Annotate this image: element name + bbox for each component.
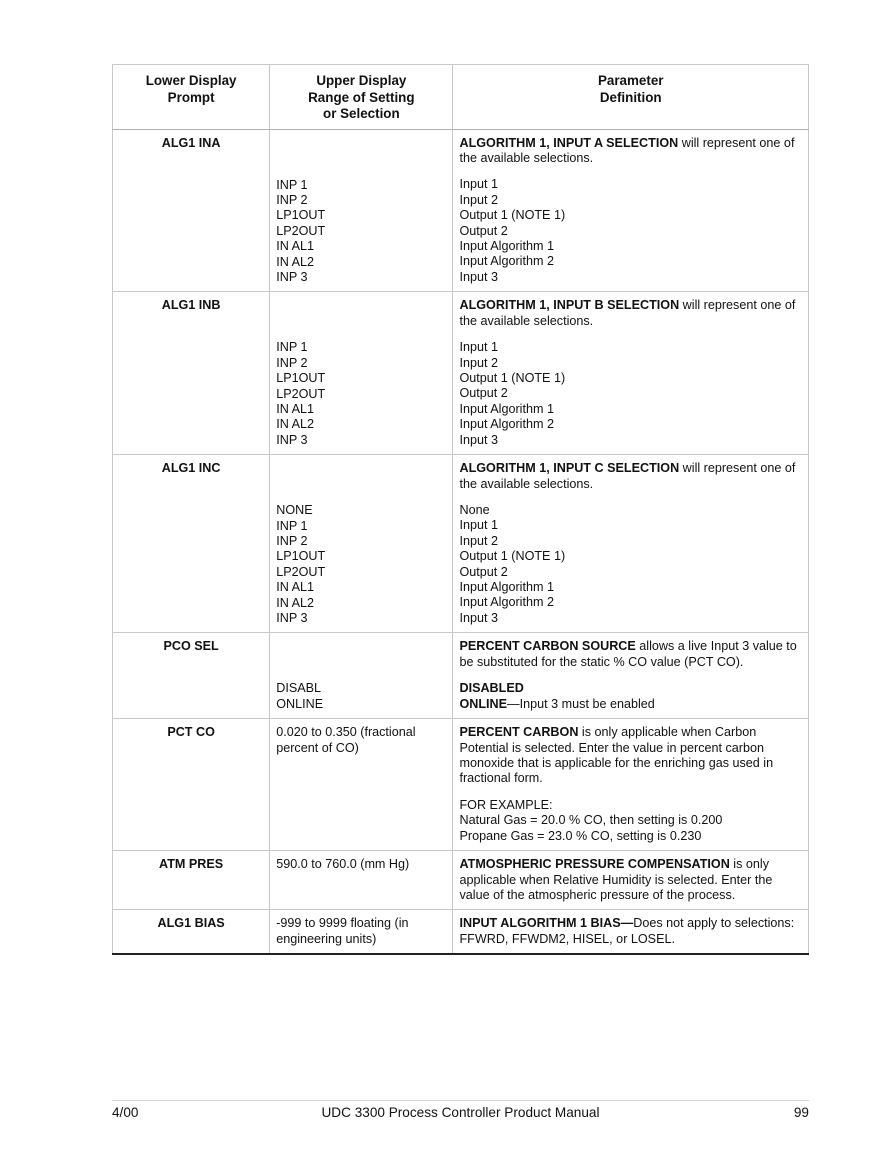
definition-text: ATMOSPHERIC PRESSURE COMPENSATION is only applicable when Relative Humidity is selected. Enter the value of the atmospheric pressure of the process. (459, 857, 773, 902)
table-row (113, 633, 809, 719)
definition-text: ALGORITHM 1, INPUT C SELECTION will represent one of the available selections. (459, 461, 796, 491)
definition-text: PERCENT CARBON SOURCE allows a live Input 3 value to be substituted for the static % CO value (PCT CO). (459, 639, 797, 669)
prompt-cell: PCO SEL (113, 633, 270, 719)
definition-cell: PERCENT CARBON SOURCE allows a live Input 3 value to be substituted for the static % CO value (PCT CO). DISABLED ONLINE—Input 3 must be enabled (453, 633, 809, 719)
prompt-cell: ALG1 INB (113, 292, 270, 455)
definition-text: ALGORITHM 1, INPUT A SELECTION will represent one of the available selections. (459, 135, 795, 165)
parameter-table (112, 64, 809, 955)
table-row (113, 910, 809, 954)
definition-cell: ALGORITHM 1, INPUT C SELECTION will represent one of the available selections. None Input 1 Input 2 Output 1 (NOTE 1) Output 2 Input Algorithm 1 Input Algorithm 2 Input 3 (453, 455, 809, 633)
range-cell: INP 1 INP 2 LP1OUT LP2OUT IN AL1 IN AL2 INP 3 (270, 129, 453, 292)
table-header-row (113, 65, 809, 130)
prompt-cell: ALG1 INA (113, 129, 270, 292)
header-upper-display-range: Upper Display Range of Setting or Selection (270, 65, 453, 130)
definition-cell: ALGORITHM 1, INPUT B SELECTION will represent one of the available selections. Input 1 Input 2 Output 1 (NOTE 1) Output 2 Input Algorithm 1 Input Algorithm 2 Input 3 (453, 292, 809, 455)
header-lower-display-prompt: Lower Display Prompt (113, 65, 270, 130)
definition-cell: ALGORITHM 1, INPUT A SELECTION will represent one of the available selections. Input 1 Input 2 Output 1 (NOTE 1) Output 2 Input Algorithm 1 Input Algorithm 2 Input 3 (453, 129, 809, 292)
range-cell: 590.0 to 760.0 (mm Hg) (270, 851, 453, 910)
footer-date: 4/00 (112, 1105, 139, 1120)
table-row (113, 851, 809, 910)
definition-cell (453, 910, 809, 954)
prompt-cell: ALG1 BIAS (113, 910, 270, 954)
definition-text: INPUT ALGORITHM 1 BIAS—Does not apply to selections: FFWRD, FFWDM2, HISEL, or LOSEL. (459, 916, 795, 946)
prompt-cell: ATM PRES (113, 851, 270, 910)
definition-text: ALGORITHM 1, INPUT B SELECTION will represent one of the available selections. (459, 298, 796, 328)
range-cell: INP 1 INP 2 LP1OUT LP2OUT IN AL1 IN AL2 INP 3 (270, 292, 453, 455)
table-row (113, 455, 809, 633)
range-cell: -999 to 9999 floating (in engineering units) (270, 910, 453, 954)
range-cell: 0.020 to 0.350 (fractional percent of CO) (270, 719, 453, 851)
table-row (113, 719, 809, 851)
table-row (113, 292, 809, 455)
definition-cell (453, 851, 809, 910)
footer-page-number: 99 (793, 1105, 809, 1120)
range-cell: NONE INP 1 INP 2 LP1OUT LP2OUT IN AL1 IN AL2 INP 3 (270, 455, 453, 633)
page-footer (112, 1100, 809, 1120)
definition-text: PERCENT CARBON is only applicable when Carbon Potential is selected. Enter the value in percent carbon monoxide that is applicable for the enriching gas used in fractional form. (459, 725, 774, 786)
table-row (113, 129, 809, 292)
range-cell: DISABL ONLINE (270, 633, 453, 719)
prompt-cell: ALG1 INC (113, 455, 270, 633)
definition-cell: PERCENT CARBON is only applicable when Carbon Potential is selected. Enter the value in percent carbon monoxide that is applicable for the enriching gas used in fractional form. FOR EXAMPLE: Natural Gas = 20.0 % CO, then setting is 0.200 Propane Gas = 23.0 % CO, setting is 0.230 (453, 719, 809, 851)
footer-title: UDC 3300 Process Controller Product Manual (321, 1105, 600, 1120)
prompt-cell: PCT CO (113, 719, 270, 851)
header-parameter-definition: Parameter Definition (453, 65, 809, 130)
